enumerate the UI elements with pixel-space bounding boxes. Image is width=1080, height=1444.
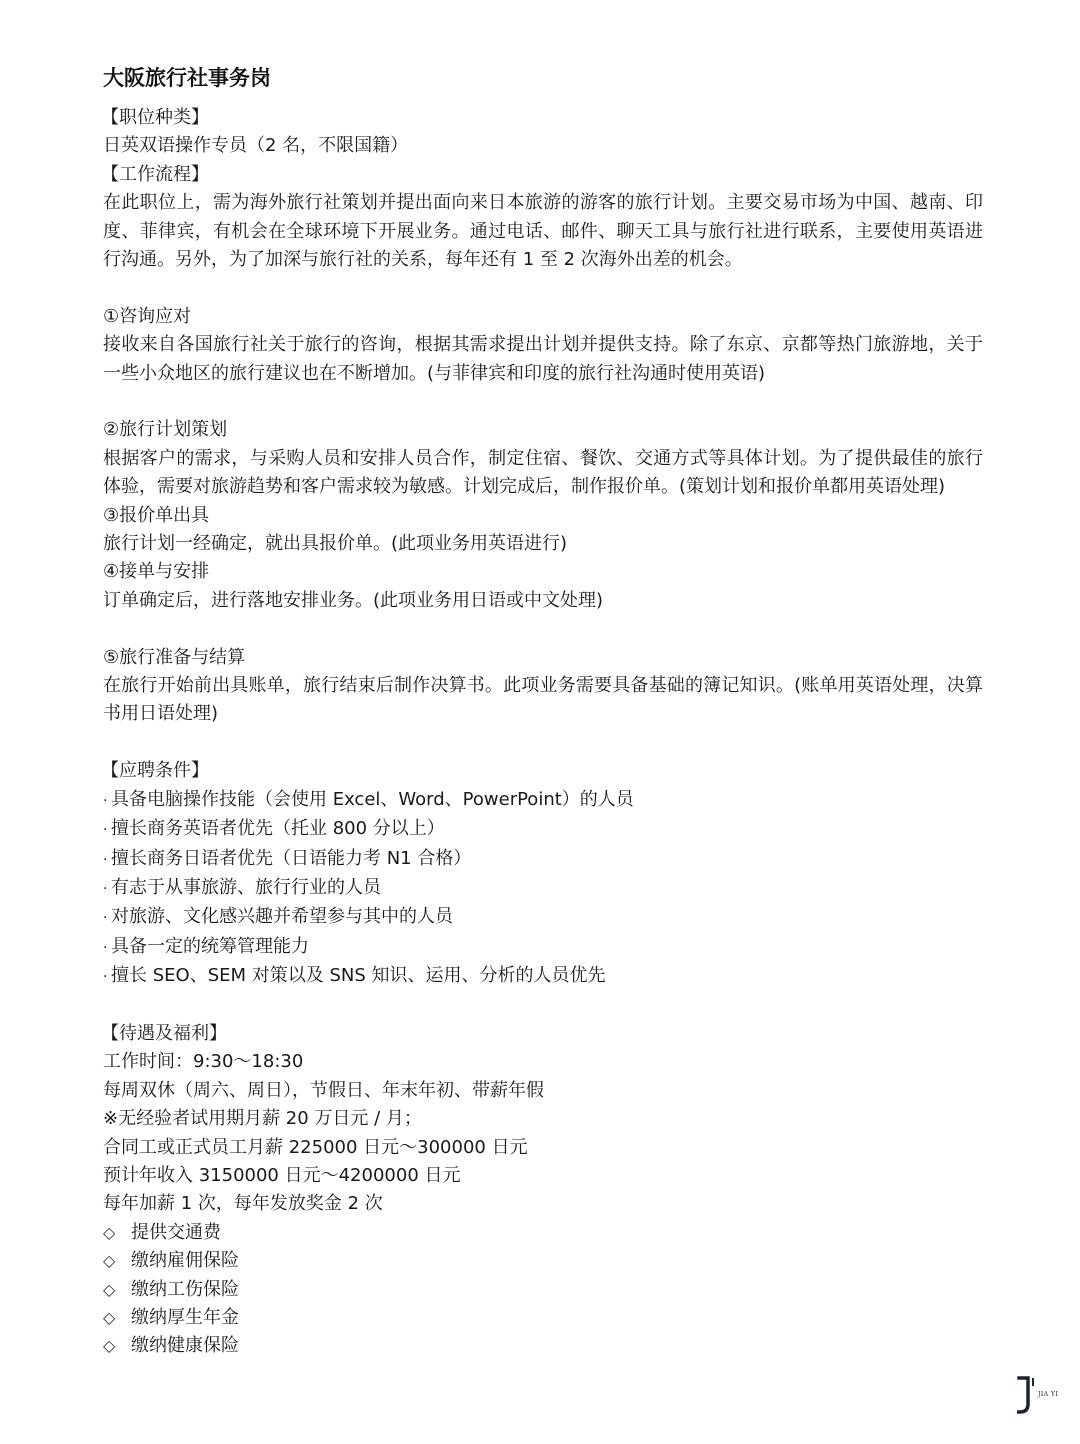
bullet-dot-icon: · (103, 910, 108, 927)
list-item (103, 786, 983, 815)
bullet-dot-icon: · (103, 969, 108, 986)
requirement-text: 有志于从事旅游、旅行行业的人员 (111, 876, 381, 898)
list-item (103, 845, 983, 874)
section-heading: 【待遇及福利】 (101, 1022, 227, 1044)
benefit-line: 每周双休（周六、周日），节假日、年末年初、带薪年假 (103, 1079, 544, 1101)
perks-list (103, 1219, 983, 1361)
spacer (103, 729, 983, 757)
bullet-dot-icon: · (103, 822, 108, 839)
list-item (103, 1247, 983, 1275)
step-text: 根据客户的需求，与采购人员和安排人员合作，制定住宿、餐饮、交通方式等具体计划。为了提供最佳的旅行体验，需要对旅游趋势和客户需求较为敏感。计划完成后，制作报价单。(策划计划和报价单都用英语处理) (103, 447, 983, 498)
spacer (103, 274, 983, 302)
step-title: ⑤旅行准备与结算 (103, 646, 246, 668)
step-title: ③报价单出具 (103, 504, 210, 526)
workflow-step (103, 558, 983, 615)
requirement-text: 对旅游、文化感兴趣并希望参与其中的人员 (111, 906, 453, 928)
perk-text: 缴纳雇佣保险 (131, 1250, 239, 1272)
requirement-text: 具备一定的统筹管理能力 (111, 935, 309, 957)
document-page (103, 62, 983, 1361)
benefit-line: 工作时间：9:30～18:30 (103, 1051, 304, 1073)
jiayi-j-logo-icon (1017, 1376, 1035, 1414)
workflow-step (103, 644, 983, 729)
page-title: 大阪旅行社事务岗 (103, 66, 271, 90)
workflow-step (103, 502, 983, 559)
position-type-text: 日英双语操作专员（2 名，不限国籍） (103, 135, 409, 157)
diamond-icon: ◇ (103, 1307, 116, 1327)
bullet-dot-icon: · (103, 792, 108, 809)
diamond-icon: ◇ (103, 1222, 116, 1242)
benefit-line: 合同工或正式员工月薪 225000 日元～300000 日元 (103, 1136, 528, 1158)
jiayi-logo (1017, 1376, 1065, 1416)
list-item (103, 1219, 983, 1247)
logo-text: JIA YI (1038, 1391, 1059, 1398)
diamond-icon: ◇ (103, 1336, 116, 1356)
spacer (103, 992, 983, 1020)
requirement-text: 擅长商务日语者优先（日语能力考 N1 合格） (111, 847, 472, 869)
perk-text: 提供交通费 (131, 1221, 221, 1243)
step-text: 订单确定后，进行落地安排业务。(此项业务用日语或中文处理) (103, 589, 604, 611)
bullet-dot-icon: · (103, 851, 108, 868)
benefit-line: ※无经验者试用期月薪 20 万日元 / 月； (103, 1108, 422, 1130)
spacer (103, 388, 983, 416)
bullet-dot-icon: · (103, 939, 108, 956)
step-title: ④接单与安排 (103, 561, 210, 583)
benefit-line: 预计年收入 3150000 日元～4200000 日元 (103, 1164, 461, 1186)
perk-text: 缴纳健康保险 (131, 1335, 239, 1357)
bullet-dot-icon: · (103, 880, 108, 897)
diamond-icon: ◇ (103, 1279, 116, 1299)
list-item (103, 1304, 983, 1332)
section-requirements (103, 757, 983, 1020)
section-heading: 【应聘条件】 (101, 760, 209, 782)
step-text: 接收来自各国旅行社关于旅行的咨询，根据其需求提出计划并提供支持。除了东京、京都等热门旅游地，关于一些小众地区的旅行建议也在不断增加。(与菲律宾和印度的旅行社沟通时使用英语) (103, 334, 983, 384)
list-item (103, 1276, 983, 1304)
workflow-step (103, 303, 983, 388)
list-item (103, 903, 983, 932)
list-item (103, 933, 983, 962)
section-workflow (103, 161, 983, 757)
requirement-text: 擅长商务英语者优先（托业 800 分以上） (111, 818, 445, 840)
step-text: 旅行计划一经确定，就出具报价单。(此项业务用英语进行) (103, 533, 568, 555)
benefit-line: 每年加薪 1 次，每年发放奖金 2 次 (103, 1193, 383, 1215)
perk-text: 缴纳厚生年金 (131, 1306, 239, 1328)
spacer (103, 615, 983, 643)
requirements-list (103, 786, 983, 992)
section-heading: 【职位种类】 (101, 107, 209, 128)
list-item (103, 1332, 983, 1360)
requirement-text: 擅长 SEO、SEM 对策以及 SNS 知识、运用、分析的人员优先 (111, 965, 606, 987)
requirement-text: 具备电脑操作技能（会使用 Excel、Word、PowerPoint）的人员 (111, 788, 634, 810)
list-item (103, 815, 983, 844)
list-item (103, 962, 983, 991)
section-position-type (103, 104, 983, 161)
step-text: 在旅行开始前出具账单，旅行结束后制作决算书。此项业务需要具备基础的簿记知识。(账单用英语处理，决算书用日语处理) (103, 675, 983, 725)
section-benefits (103, 1020, 983, 1361)
step-title: ①咨询应对 (103, 305, 192, 327)
list-item (103, 874, 983, 903)
workflow-step (103, 416, 983, 501)
perk-text: 缴纳工伤保险 (131, 1278, 239, 1300)
diamond-icon: ◇ (103, 1251, 116, 1271)
section-heading: 【工作流程】 (101, 163, 209, 185)
workflow-intro: 在此职位上，需为海外旅行社策划并提出面向来日本旅游的游客的旅行计划。主要交易市场为中国、越南、印度、菲律宾，有机会在全球环境下开展业务。通过电话、邮件、聊天工具与旅行社进行联系，主要使用英语进行沟通。另外，为了加深与旅行社的关系，每年还有 1 至 2 次海外出差的机会。 (103, 192, 983, 271)
step-title: ②旅行计划策划 (103, 419, 228, 441)
